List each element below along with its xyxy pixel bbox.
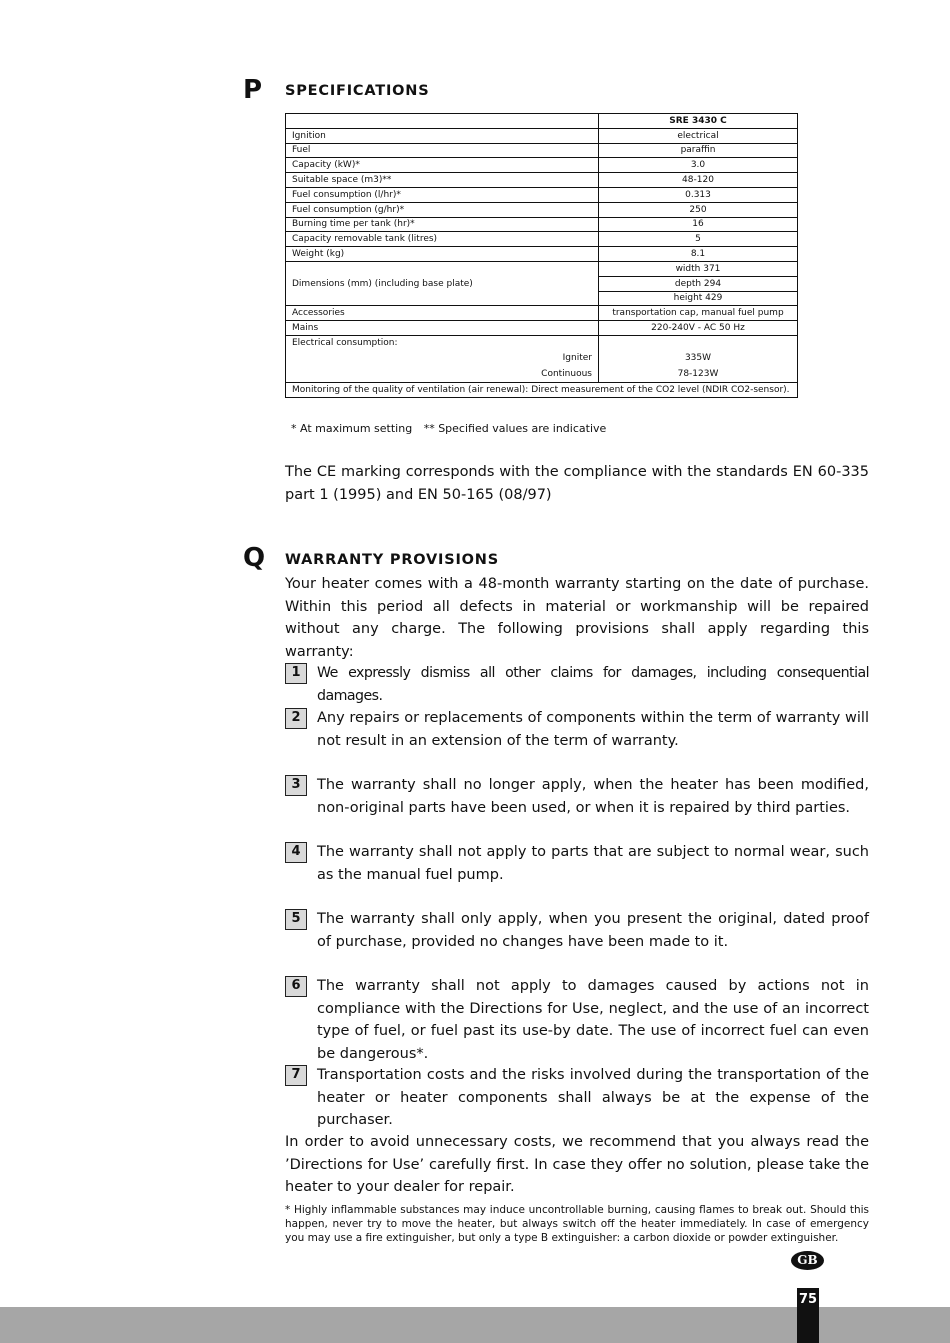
item-number-box: 2 (285, 708, 307, 729)
table-row (286, 232, 798, 247)
spec-notes (291, 422, 614, 435)
electrical-labels-cell (286, 335, 599, 382)
table-header-blank (286, 114, 599, 129)
footnote-text: * Highly inflammable substances may induce uncontrollable burning, causing flames to break out. Should this happen, never try to move the heater, but always switch off the heater immediately. In case of emergency you may use a fire extinguisher, but only a type B extinguisher: a carbon dioxide or powder extinguisher. (285, 1204, 869, 1244)
section-letter-p: P (243, 75, 263, 105)
item-text: We expressly dismiss all other claims for damages, including consequential damages. (317, 665, 869, 704)
dimension-depth: depth 294 (599, 276, 798, 291)
table-row (286, 217, 798, 232)
table-row (286, 173, 798, 188)
accessories-label: Accessories (286, 306, 599, 321)
row-label: Suitable space (m3)** (286, 173, 599, 188)
closing-text: In order to avoid unnecessary costs, we recommend that you always read the ’Directions for Use’ carefully first. In case they offer no solution, please take the heater to your dealer for repair. (285, 1134, 869, 1195)
row-value: electrical (599, 128, 798, 143)
table-row (286, 247, 798, 262)
warranty-heading: WARRANTY PROVISIONS (285, 552, 499, 568)
row-label: Fuel consumption (g/hr)* (286, 202, 599, 217)
table-row (286, 187, 798, 202)
table-header-row (286, 114, 798, 129)
dimensions-label: Dimensions (mm) (including base plate) (286, 261, 599, 305)
item-text: The warranty shall only apply, when you present the original, dated proof of purchase, provided no changes have been made to it. (317, 911, 869, 950)
item-text: Transportation costs and the risks involved during the transportation of the heater or heater components shall always be at the expense of the purchaser. (317, 1067, 869, 1128)
row-label: Burning time per tank (hr)* (286, 217, 599, 232)
item-number-box: 4 (285, 842, 307, 863)
specifications-heading: SPECIFICATIONS (285, 83, 430, 99)
row-label: Ignition (286, 128, 599, 143)
row-value: paraffin (599, 143, 798, 158)
table-row (286, 128, 798, 143)
item-number-box: 5 (285, 909, 307, 930)
table-row (286, 306, 798, 321)
accessories-value: transportation cap, manual fuel pump (599, 306, 798, 321)
item-number-box: 6 (285, 976, 307, 997)
language-badge: GB (791, 1251, 824, 1270)
note-indicative-values: ** Specified values are indicative (423, 422, 607, 435)
electrical-label: Electrical consumption: (292, 337, 398, 348)
continuous-value: 78-123W (677, 368, 719, 379)
table-row (286, 321, 798, 336)
section-letter-q: Q (243, 543, 266, 573)
page-number: 75 (797, 1288, 819, 1343)
dimension-width: width 371 (599, 261, 798, 276)
note-maximum-setting: * At maximum setting (291, 422, 413, 435)
item-number-box: 3 (285, 775, 307, 796)
specifications-table (285, 113, 798, 398)
dimension-height: height 429 (599, 291, 798, 306)
row-value: 3.0 (599, 158, 798, 173)
continuous-label: Continuous (541, 368, 592, 379)
electrical-row (286, 335, 798, 382)
item-number-box: 1 (285, 663, 307, 684)
igniter-label: Igniter (562, 353, 592, 364)
item-text: The warranty shall not apply to parts that are subject to normal wear, such as the manual fuel pump. (317, 844, 869, 883)
row-value: 5 (599, 232, 798, 247)
row-value: 48-120 (599, 173, 798, 188)
ce-marking-text: The CE marking corresponds with the compliance with the standards EN 60-335 part 1 (1995) and EN 50-165 (08/97) (285, 464, 869, 503)
row-value: 0.313 (599, 187, 798, 202)
item-text: The warranty shall not apply to damages caused by actions not in compliance with the Directions for Use, neglect, and the use of an incorrect type of fuel, or fuel past its use-by date. The use of incorrect fuel can even be dangerous*. (317, 978, 869, 1062)
row-label: Fuel (286, 143, 599, 158)
table-row (286, 158, 798, 173)
warranty-intro: Your heater comes with a 48-month warranty starting on the date of purchase. Within this period all defects in material or workmanship will be repaired without any charge. The following provisions shall apply regarding this warranty: (285, 576, 869, 660)
row-label: Capacity removable tank (litres) (286, 232, 599, 247)
igniter-value: 335W (684, 353, 712, 364)
row-value: 250 (599, 202, 798, 217)
model-header: SRE 3430 C (599, 114, 798, 129)
electrical-values-cell (599, 335, 798, 382)
dimensions-row (286, 261, 798, 276)
item-text: The warranty shall no longer apply, when the heater has been modified, non-original parts have been used, or when it is repaired by third parties. (317, 777, 869, 816)
table-row (286, 143, 798, 158)
mains-label: Mains (286, 321, 599, 336)
table-row (286, 202, 798, 217)
item-number-box: 7 (285, 1065, 307, 1086)
row-label: Weight (kg) (286, 247, 599, 262)
row-label: Capacity (kW)* (286, 158, 599, 173)
row-value: 8.1 (599, 247, 798, 262)
monitoring-text: Monitoring of the quality of ventilation (air renewal): Direct measurement of the CO2 level (NDIR CO2-sensor). (286, 382, 798, 397)
mains-value: 220-240V - AC 50 Hz (599, 321, 798, 336)
monitoring-row (286, 382, 798, 397)
item-text: Any repairs or replacements of components within the term of warranty will not result in an extension of the term of warranty. (317, 710, 869, 749)
row-label: Fuel consumption (l/hr)* (286, 187, 599, 202)
row-value: 16 (599, 217, 798, 232)
